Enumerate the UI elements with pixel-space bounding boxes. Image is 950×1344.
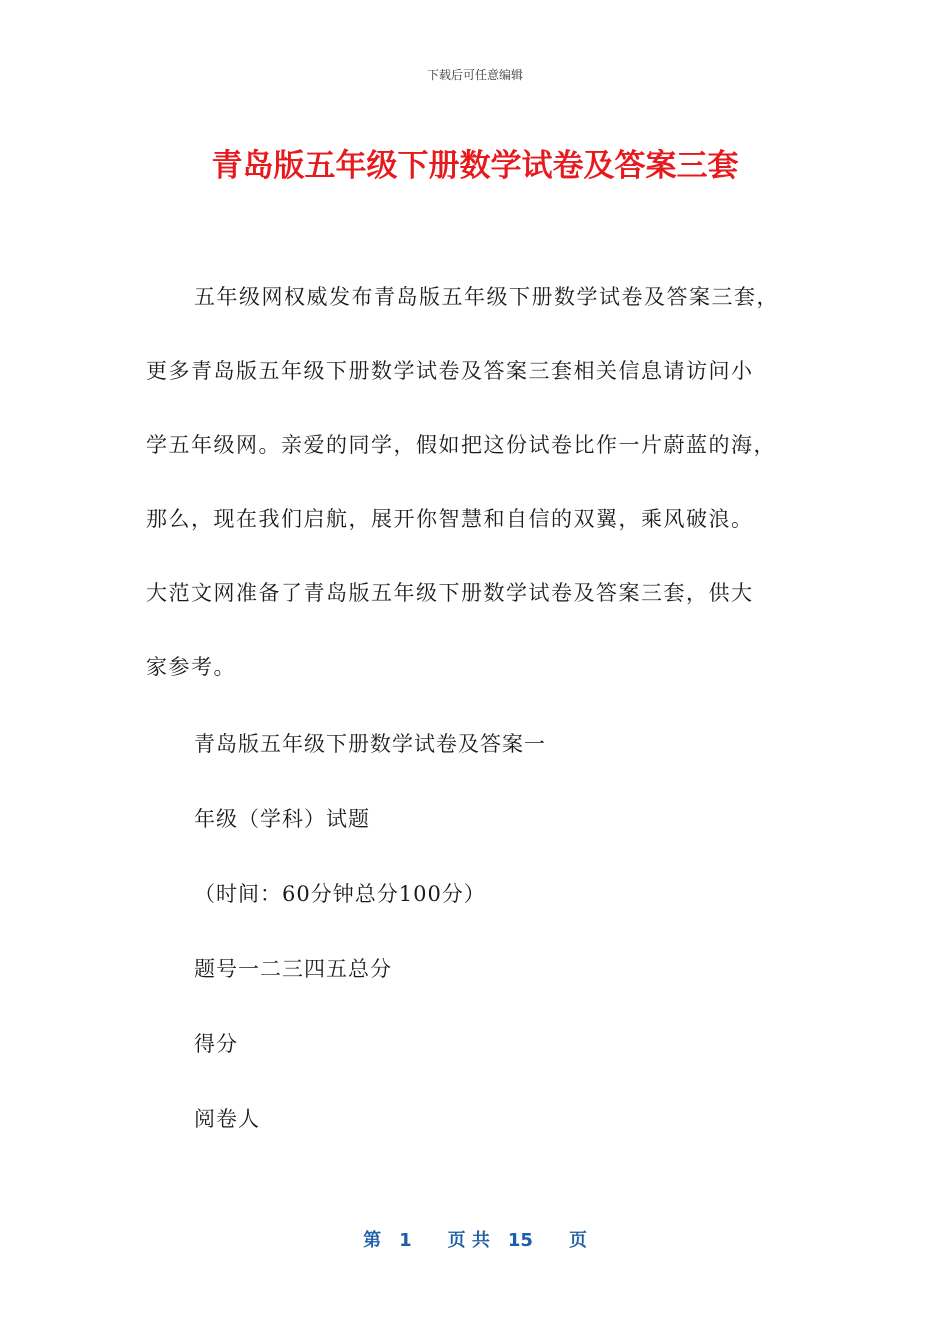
intro-line: 大范文网准备了青岛版五年级下册数学试卷及答案三套，供大 bbox=[146, 581, 754, 605]
intro-line: 那么，现在我们启航，展开你智慧和自信的双翼，乘风破浪。 bbox=[146, 507, 754, 531]
section-heading: 青岛版五年级下册数学试卷及答案一 bbox=[194, 732, 546, 756]
footer-page-prefix: 第 bbox=[363, 1230, 382, 1251]
footer-page-mid: 页 共 bbox=[447, 1230, 490, 1251]
document-title: 青岛版五年级下册数学试卷及答案三套 bbox=[211, 148, 739, 184]
page-footer bbox=[0, 1226, 950, 1252]
intro-line: 学五年级网。亲爱的同学，假如把这份试卷比作一片蔚蓝的海， bbox=[146, 433, 776, 457]
grade-subject-line: 年级（学科）试题 bbox=[194, 807, 370, 831]
intro-line: 家参考。 bbox=[146, 655, 236, 679]
footer-current-page: 1 bbox=[399, 1230, 412, 1251]
footer-page-suffix: 页 bbox=[568, 1230, 587, 1251]
header-note: 下载后可任意编辑 bbox=[426, 68, 523, 82]
intro-line: 五年级网权威发布青岛版五年级下册数学试卷及答案三套， bbox=[194, 285, 779, 309]
intro-line: 更多青岛版五年级下册数学试卷及答案三套相关信息请访问小 bbox=[146, 359, 754, 383]
time-score-line: （时间：60分钟总分100分） bbox=[194, 882, 486, 906]
intro-paragraph bbox=[146, 260, 806, 704]
question-numbers-line: 题号一二三四五总分 bbox=[194, 957, 392, 981]
score-label: 得分 bbox=[194, 1032, 238, 1056]
footer-total-pages: 15 bbox=[507, 1230, 533, 1251]
grader-label: 阅卷人 bbox=[194, 1107, 260, 1131]
